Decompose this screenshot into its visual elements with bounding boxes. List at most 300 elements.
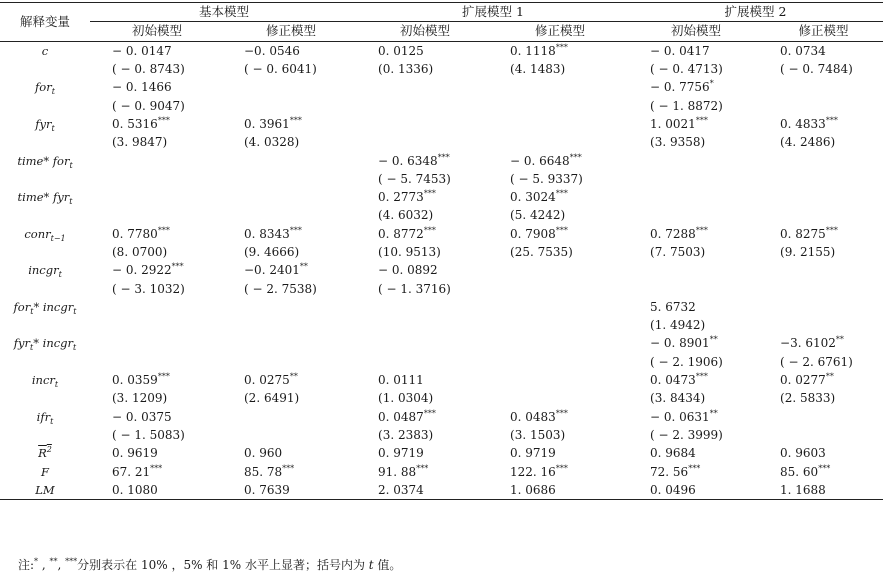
empty-cell xyxy=(628,170,764,188)
empty-cell xyxy=(764,206,883,224)
empty-cell xyxy=(224,298,358,316)
table-cell xyxy=(492,170,628,188)
empty-cell xyxy=(764,426,883,444)
table-row xyxy=(0,225,883,243)
significance-marker: *** xyxy=(695,225,708,235)
table-row xyxy=(0,243,883,261)
table-cell xyxy=(492,481,628,500)
table-cell xyxy=(492,408,628,426)
cell-value: (4. 6032) xyxy=(378,208,434,223)
empty-cell xyxy=(90,188,224,206)
significance-marker: *** xyxy=(825,115,838,125)
table-cell xyxy=(90,78,224,96)
table-cell xyxy=(492,243,628,261)
empty-cell xyxy=(628,279,764,297)
cell-value: 67. 21 xyxy=(112,464,151,479)
table-cell xyxy=(224,481,358,500)
table-cell xyxy=(358,60,492,78)
empty-cell xyxy=(224,353,358,371)
table-cell xyxy=(764,41,883,60)
sub-header: 初始模型 xyxy=(90,22,224,41)
cell-value: 0. 0111 xyxy=(378,373,424,388)
empty-cell xyxy=(358,78,492,96)
table-row xyxy=(0,408,883,426)
significance-marker: *** xyxy=(818,463,831,473)
variable-label: incr$_t$ xyxy=(31,373,59,390)
empty-cell xyxy=(764,96,883,114)
significance-marker: *** xyxy=(289,115,302,125)
cell-value: (5. 4242) xyxy=(510,208,566,223)
empty-cell xyxy=(358,298,492,316)
variable-label: incgr$_t$ xyxy=(28,263,62,280)
table-cell xyxy=(224,60,358,78)
table-cell xyxy=(628,426,764,444)
table-cell xyxy=(492,41,628,60)
cell-value: (0. 1336) xyxy=(378,62,434,77)
table-row xyxy=(0,188,883,206)
table-cell xyxy=(90,60,224,78)
table-cell xyxy=(224,389,358,407)
significance-marker: *** xyxy=(150,463,163,473)
table-cell xyxy=(628,60,764,78)
empty-cell xyxy=(628,261,764,279)
table-cell xyxy=(90,261,224,279)
cell-value: −0. 0546 xyxy=(244,43,300,58)
cell-value: ( − 5. 9337) xyxy=(510,171,583,186)
empty-cell xyxy=(492,298,628,316)
empty-cell xyxy=(492,261,628,279)
table-row xyxy=(0,334,883,352)
table-row xyxy=(0,60,883,78)
table-cell xyxy=(90,133,224,151)
cell-value: 0. 0473 xyxy=(650,373,696,388)
significance-marker: *** xyxy=(555,42,568,52)
regression-table xyxy=(0,2,883,500)
empty-cell xyxy=(492,96,628,114)
table-cell xyxy=(90,243,224,261)
cell-value: 0. 9603 xyxy=(780,446,826,461)
empty-cell xyxy=(224,96,358,114)
cell-value: 0. 7908 xyxy=(510,226,556,241)
empty-cell xyxy=(90,298,224,316)
empty-cell xyxy=(224,316,358,334)
significance-marker: *** xyxy=(825,225,838,235)
table-cell xyxy=(90,462,224,480)
significance-marker: * xyxy=(709,79,714,89)
table-cell xyxy=(358,444,492,462)
cell-value: 85. 60 xyxy=(780,464,819,479)
table-cell xyxy=(628,41,764,60)
table-cell xyxy=(90,371,224,389)
table-note: 注:* , **, ***分别表示在 10% ，5% 和 1% 水平上显著；括号内为 t 值。 xyxy=(18,557,402,572)
empty-cell xyxy=(90,334,224,352)
cell-value: (2. 6491) xyxy=(244,391,300,406)
cell-value: ( − 0. 4713) xyxy=(650,62,723,77)
variable-label: for$_t$* incgr$_t$ xyxy=(13,299,77,316)
table-cell xyxy=(492,206,628,224)
empty-cell xyxy=(358,316,492,334)
table-cell xyxy=(628,298,764,316)
cell-value: − 0. 0631 xyxy=(650,409,710,424)
cell-value: 0. 7780 xyxy=(112,226,158,241)
empty-cell xyxy=(628,206,764,224)
table-cell xyxy=(628,96,764,114)
table-cell xyxy=(492,444,628,462)
empty-cell xyxy=(628,151,764,169)
empty-cell xyxy=(224,188,358,206)
table-cell xyxy=(224,261,358,279)
cell-value: ( − 0. 7484) xyxy=(780,62,853,77)
empty-cell xyxy=(764,261,883,279)
empty-cell xyxy=(492,389,628,407)
significance-marker: *** xyxy=(423,189,436,199)
table-cell xyxy=(224,279,358,297)
cell-value: 0. 8772 xyxy=(378,226,424,241)
table-cell xyxy=(628,371,764,389)
empty-cell xyxy=(90,151,224,169)
table-row xyxy=(0,206,883,224)
cell-value: − 0. 0375 xyxy=(112,409,172,424)
cell-value: 0. 1118 xyxy=(510,43,556,58)
cell-value: − 0. 7756 xyxy=(650,80,710,95)
sub-header: 初始模型 xyxy=(358,22,492,41)
variable-label: F xyxy=(41,464,49,479)
cell-value: 0. 5316 xyxy=(112,116,158,131)
cell-value: (10. 9513) xyxy=(378,245,441,259)
cell-value: 0. 0496 xyxy=(650,482,696,497)
empty-cell xyxy=(224,408,358,426)
cell-value: ( − 1. 3716) xyxy=(378,281,451,296)
table-row xyxy=(0,481,883,500)
cell-value: −0. 2401 xyxy=(244,263,300,278)
table-cell xyxy=(224,225,358,243)
table-row xyxy=(0,279,883,297)
cell-value: − 0. 0892 xyxy=(378,263,438,278)
cell-value: (25. 7535) xyxy=(510,245,573,259)
variable-label: $R^2$ xyxy=(38,445,52,461)
table-cell xyxy=(358,41,492,60)
table-cell xyxy=(764,334,883,352)
cell-value: (8. 0700) xyxy=(112,245,168,259)
significance-marker: *** xyxy=(555,463,568,473)
cell-value: 0. 0359 xyxy=(112,373,158,388)
table-row xyxy=(0,371,883,389)
cell-value: 1. 0686 xyxy=(510,482,556,497)
table-cell xyxy=(628,225,764,243)
empty-cell xyxy=(764,408,883,426)
cell-value: 0. 4833 xyxy=(780,116,826,131)
cell-value: − 0. 8901 xyxy=(650,336,710,351)
table-row xyxy=(0,170,883,188)
cell-value: 0. 9684 xyxy=(650,446,696,461)
cell-value: (4. 1483) xyxy=(510,62,566,77)
significance-marker: *** xyxy=(416,463,429,473)
cell-value: (2. 5833) xyxy=(780,391,836,406)
cell-value: 0. 0125 xyxy=(378,43,424,58)
variable-label: fyr$_t$ xyxy=(35,116,55,133)
table-cell xyxy=(358,389,492,407)
cell-value: ( − 0. 9047) xyxy=(112,98,185,113)
significance-marker: *** xyxy=(423,408,436,418)
table-cell xyxy=(628,481,764,500)
cell-value: 1. 1688 xyxy=(780,482,826,497)
sub-header: 修正模型 xyxy=(224,22,358,41)
cell-value: 0. 8275 xyxy=(780,226,826,241)
table-row xyxy=(0,444,883,462)
table-cell xyxy=(628,334,764,352)
cell-value: − 0. 1466 xyxy=(112,80,172,95)
table-row xyxy=(0,151,883,169)
table-cell xyxy=(492,225,628,243)
empty-cell xyxy=(492,279,628,297)
table-row xyxy=(0,389,883,407)
empty-cell xyxy=(358,115,492,133)
table-cell xyxy=(764,243,883,261)
table-cell xyxy=(358,408,492,426)
significance-marker: *** xyxy=(171,262,184,272)
cell-value: ( − 1. 8872) xyxy=(650,98,723,113)
table-cell xyxy=(224,371,358,389)
cell-value: ( − 5. 7453) xyxy=(378,171,451,186)
table-cell xyxy=(628,115,764,133)
cell-value: (3. 1209) xyxy=(112,391,168,406)
empty-cell xyxy=(224,334,358,352)
cell-value: (3. 9847) xyxy=(112,135,168,150)
table-cell xyxy=(764,60,883,78)
cell-value: 122. 16 xyxy=(510,464,556,479)
cell-value: ( − 2. 7538) xyxy=(244,281,317,296)
empty-cell xyxy=(764,298,883,316)
cell-value: 0. 0277 xyxy=(780,373,826,388)
cell-value: 1. 0021 xyxy=(650,116,696,131)
cell-value: − 0. 6648 xyxy=(510,153,570,168)
cell-value: 0. 1080 xyxy=(112,482,158,497)
cell-value: 0. 0487 xyxy=(378,409,424,424)
cell-value: 0. 9719 xyxy=(510,446,556,461)
empty-cell xyxy=(764,279,883,297)
table-cell xyxy=(628,462,764,480)
empty-cell xyxy=(358,353,492,371)
significance-marker: *** xyxy=(423,225,436,235)
table-cell xyxy=(492,426,628,444)
cell-value: 85. 78 xyxy=(244,464,283,479)
table-row xyxy=(0,133,883,151)
empty-cell xyxy=(224,78,358,96)
table-cell xyxy=(628,444,764,462)
cell-value: (7. 7503) xyxy=(650,245,706,259)
header-sub-row xyxy=(0,22,883,41)
cell-value: (3. 2383) xyxy=(378,427,434,442)
empty-cell xyxy=(492,78,628,96)
cell-value: ( − 2. 3999) xyxy=(650,427,723,442)
group-header-ext2: 扩展模型 2 xyxy=(628,3,883,22)
table-cell xyxy=(358,206,492,224)
significance-marker: *** xyxy=(569,152,582,162)
significance-marker: ** xyxy=(299,262,308,272)
table-row xyxy=(0,426,883,444)
table-cell xyxy=(224,41,358,60)
cell-value: 0. 0483 xyxy=(510,409,556,424)
table-cell xyxy=(492,462,628,480)
variable-label: conr$_{t-1}$ xyxy=(24,226,66,243)
sub-header: 初始模型 xyxy=(628,22,764,41)
empty-cell xyxy=(764,188,883,206)
header-group-row xyxy=(0,3,883,22)
table-cell xyxy=(224,444,358,462)
table-cell xyxy=(628,78,764,96)
empty-cell xyxy=(224,151,358,169)
cell-value: ( − 1. 5083) xyxy=(112,427,185,442)
table-cell xyxy=(224,115,358,133)
significance-marker: *** xyxy=(555,408,568,418)
empty-cell xyxy=(764,151,883,169)
table-cell xyxy=(628,133,764,151)
table-cell xyxy=(628,353,764,371)
empty-cell xyxy=(358,96,492,114)
cell-value: 91. 88 xyxy=(378,464,417,479)
table-cell xyxy=(764,225,883,243)
table-cell xyxy=(358,371,492,389)
table-cell xyxy=(764,115,883,133)
table-cell xyxy=(492,188,628,206)
cell-value: 0. 3961 xyxy=(244,116,290,131)
cell-value: ( − 2. 6761) xyxy=(780,354,853,369)
table-cell xyxy=(764,481,883,500)
table-row xyxy=(0,298,883,316)
variable-label: ifr$_t$ xyxy=(36,409,54,426)
empty-cell xyxy=(90,353,224,371)
table-cell xyxy=(764,353,883,371)
significance-marker: *** xyxy=(282,463,295,473)
cell-value: 0. 3024 xyxy=(510,190,556,205)
table-cell xyxy=(90,481,224,500)
variable-label: time* fyr$_t$ xyxy=(17,190,73,207)
table-row xyxy=(0,96,883,114)
table-cell xyxy=(358,426,492,444)
cell-value: (3. 1503) xyxy=(510,427,566,442)
empty-cell xyxy=(224,206,358,224)
table-row xyxy=(0,316,883,334)
significance-marker: *** xyxy=(157,372,170,382)
variable-label: c xyxy=(41,43,49,58)
cell-value: (3. 9358) xyxy=(650,135,706,150)
table-cell xyxy=(764,444,883,462)
table-cell xyxy=(90,225,224,243)
cell-value: ( − 0. 6041) xyxy=(244,62,317,77)
variable-label: fyr$_t$* incgr$_t$ xyxy=(13,336,77,353)
table-body xyxy=(0,41,883,499)
cell-value: 0. 9719 xyxy=(378,446,424,461)
cell-value: 0. 0275 xyxy=(244,373,290,388)
cell-value: 0. 960 xyxy=(244,446,283,461)
table-cell xyxy=(90,41,224,60)
table-cell xyxy=(224,133,358,151)
table-cell xyxy=(358,225,492,243)
empty-cell xyxy=(90,170,224,188)
empty-cell xyxy=(764,78,883,96)
variable-label: for$_t$ xyxy=(35,80,55,97)
table-cell xyxy=(358,170,492,188)
cell-value: 0. 7288 xyxy=(650,226,696,241)
table-cell xyxy=(90,408,224,426)
sub-header: 修正模型 xyxy=(764,22,883,41)
cell-value: (4. 2486) xyxy=(780,135,836,150)
cell-value: 0. 0734 xyxy=(780,43,826,58)
cell-value: ( − 0. 8743) xyxy=(112,62,185,77)
empty-cell xyxy=(224,170,358,188)
significance-marker: *** xyxy=(688,463,701,473)
empty-cell xyxy=(764,316,883,334)
empty-cell xyxy=(492,371,628,389)
cell-value: ( − 2. 1906) xyxy=(650,354,723,369)
cell-value: (9. 4666) xyxy=(244,245,300,259)
cell-value: 72. 56 xyxy=(650,464,689,479)
variable-column-header: 解释变量 xyxy=(0,3,90,42)
table-row xyxy=(0,115,883,133)
significance-marker: ** xyxy=(825,372,834,382)
cell-value: − 0. 6348 xyxy=(378,153,438,168)
cell-value: − 0. 0417 xyxy=(650,43,710,58)
empty-cell xyxy=(492,133,628,151)
table-cell xyxy=(358,481,492,500)
variable-label: LM xyxy=(0,481,90,500)
table-cell xyxy=(358,151,492,169)
cell-value: (9. 2155) xyxy=(780,245,836,259)
table-row xyxy=(0,78,883,96)
table-cell xyxy=(358,279,492,297)
cell-value: 0. 9619 xyxy=(112,446,158,461)
cell-value: (4. 0328) xyxy=(244,135,300,150)
significance-marker: *** xyxy=(695,372,708,382)
table-cell xyxy=(628,243,764,261)
empty-cell xyxy=(492,316,628,334)
table-cell xyxy=(764,462,883,480)
table-row xyxy=(0,261,883,279)
cell-value: 2. 0374 xyxy=(378,482,424,497)
table-cell xyxy=(628,316,764,334)
table-row xyxy=(0,353,883,371)
table-cell xyxy=(224,243,358,261)
table-cell xyxy=(358,243,492,261)
table-cell xyxy=(90,444,224,462)
group-header-ext1: 扩展模型 1 xyxy=(358,3,628,22)
significance-marker: ** xyxy=(709,408,718,418)
cell-value: 0. 2773 xyxy=(378,190,424,205)
empty-cell xyxy=(358,133,492,151)
cell-value: 5. 6732 xyxy=(650,299,696,314)
cell-value: (1. 4942) xyxy=(650,318,706,333)
table-cell xyxy=(492,151,628,169)
significance-marker: *** xyxy=(157,115,170,125)
table-cell xyxy=(90,115,224,133)
cell-value: (3. 8434) xyxy=(650,391,706,406)
empty-cell xyxy=(764,170,883,188)
table-cell xyxy=(628,408,764,426)
cell-value: − 0. 0147 xyxy=(112,43,172,58)
table-cell xyxy=(90,389,224,407)
empty-cell xyxy=(358,334,492,352)
table-cell xyxy=(764,371,883,389)
empty-cell xyxy=(492,334,628,352)
cell-value: −3. 6102 xyxy=(780,336,836,351)
significance-marker: ** xyxy=(835,335,844,345)
table-cell xyxy=(358,261,492,279)
empty-cell xyxy=(628,188,764,206)
cell-value: 0. 8343 xyxy=(244,226,290,241)
empty-cell xyxy=(492,353,628,371)
significance-marker: *** xyxy=(157,225,170,235)
significance-marker: *** xyxy=(289,225,302,235)
